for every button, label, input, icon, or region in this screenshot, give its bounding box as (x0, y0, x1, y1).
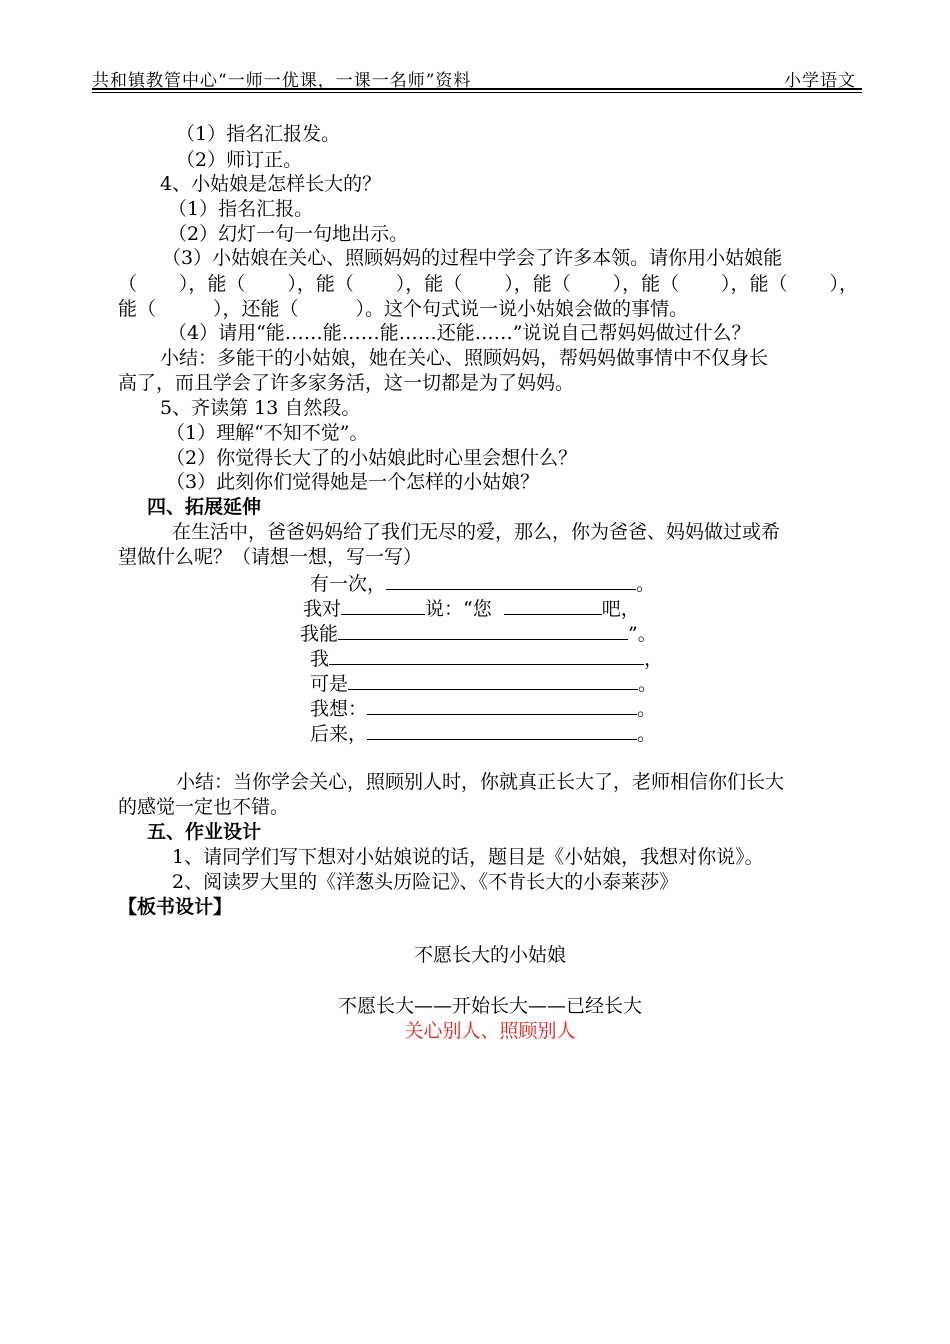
summary-line: 高了，而且学会了许多家务活，这一切都是为了妈妈。 (118, 372, 575, 394)
fill-line (310, 671, 657, 696)
pattern-part: ），能（ (178, 273, 246, 295)
pattern-part: （ (118, 273, 138, 295)
homework-item: 1、请同学们写下想对小姑娘说的话，题目是《小姑娘，我想对你说》。 (172, 846, 764, 868)
fill-prompt: 后来， (310, 723, 368, 745)
homework-item: 2、阅读罗大里的《洋葱头历险记》、《不肯长大的小泰莱莎》 (172, 871, 679, 893)
sentence-pattern-line (118, 272, 858, 296)
step-line: （1）理解“不知不觉”。 (166, 422, 369, 444)
pattern-part: ），能（ (721, 273, 788, 295)
fill-end: 。 (637, 723, 657, 745)
section-heading: 四、拓展延伸 (147, 496, 262, 518)
fill-end: 。 (638, 673, 658, 695)
pattern-part: ）， (829, 273, 858, 295)
board-title: 不愿长大的小姑娘 (413, 944, 566, 966)
fill-line (310, 646, 663, 671)
fill-line (310, 696, 656, 721)
step-line: （4）请用“能……能……能……还能……”说说自己帮妈妈做过什么？ (168, 322, 751, 344)
answer-blank[interactable] (348, 671, 638, 690)
fill-prompt: 我能 (300, 623, 339, 645)
fill-prompt: 有一次， (310, 573, 387, 595)
fill-line (310, 571, 655, 596)
fill-end: 。 (637, 698, 657, 720)
fill-prompt: 说：“您 (425, 598, 492, 620)
summary-line: 的感觉一定也不错。 (118, 796, 290, 818)
step-line: （1）指名汇报。 (168, 198, 314, 220)
step-line: （2）幻灯一句一句地出示。 (168, 223, 409, 245)
fill-end: ”。 (628, 623, 657, 645)
fill-line (300, 621, 657, 646)
board-stages: 不愿长大——开始长大——已经长大 (337, 995, 642, 1017)
header-source: 共和镇教管中心“一师一优课，一课一名师”资料 (92, 71, 472, 91)
step-line: （2）师订正。 (176, 149, 303, 171)
sentence-pattern-line: 能（ ），还能（ ）。这个句式说一说小姑娘会做的事情。 (118, 298, 689, 320)
fill-line (310, 721, 656, 746)
pattern-part: ），能（ (287, 273, 354, 295)
answer-blank[interactable] (338, 621, 628, 640)
summary-line: 小结：当你学会关心，照顾别人时，你就真正长大了，老师相信你们长大 (176, 771, 785, 793)
answer-blank[interactable] (386, 571, 636, 590)
fill-prompt: 我 (310, 648, 330, 670)
fill-line (303, 596, 640, 621)
paragraph-line: 在生活中，爸爸妈妈给了我们无尽的爱，那么，你为爸爸、妈妈做过或希 (172, 521, 781, 543)
pattern-part: ），能（ (504, 273, 571, 295)
answer-blank[interactable] (504, 596, 602, 615)
board-design-heading: 【板书设计】 (118, 896, 233, 918)
header-rule-thick (92, 88, 862, 90)
paragraph-line: 望做什么呢？（请想一想，写一写） (118, 546, 423, 568)
question-line: 5、齐读第 13 自然段。 (160, 397, 361, 419)
step-line: （2）你觉得长大了的小姑娘此时心里会想什么？ (166, 447, 578, 469)
summary-line: 小结：多能干的小姑娘，她在关心、照顾妈妈，帮妈妈做事情中不仅身长 (160, 347, 769, 369)
pattern-part: ），能（ (395, 273, 463, 295)
step-line: （1）指名汇报发。 (176, 123, 341, 145)
fill-prompt: 我想： (310, 698, 368, 720)
fill-prompt: 可是 (310, 673, 349, 695)
fill-prompt: 我对 (303, 598, 342, 620)
header-subject: 小学语文 (784, 71, 856, 91)
answer-blank[interactable] (367, 721, 637, 740)
question-line: 4、小姑娘是怎样长大的？ (160, 173, 382, 195)
step-line: （3）此刻你们觉得她是一个怎样的小姑娘？ (166, 471, 540, 493)
fill-end: 吧， (601, 598, 640, 620)
answer-blank[interactable] (341, 596, 425, 615)
fill-end: 。 (636, 573, 656, 595)
answer-blank[interactable] (329, 646, 644, 665)
step-line: （3）小姑娘在关心、照顾妈妈的过程中学会了许多本领。请你用小姑娘能 (162, 247, 783, 269)
pattern-part: ），能（ (612, 273, 680, 295)
page-header (92, 66, 862, 90)
fill-end: ， (644, 648, 664, 670)
board-theme: 关心别人、照顾别人 (404, 1020, 576, 1042)
answer-blank[interactable] (367, 696, 637, 715)
header-rule-thin (92, 92, 862, 93)
section-heading: 五、作业设计 (147, 821, 262, 843)
